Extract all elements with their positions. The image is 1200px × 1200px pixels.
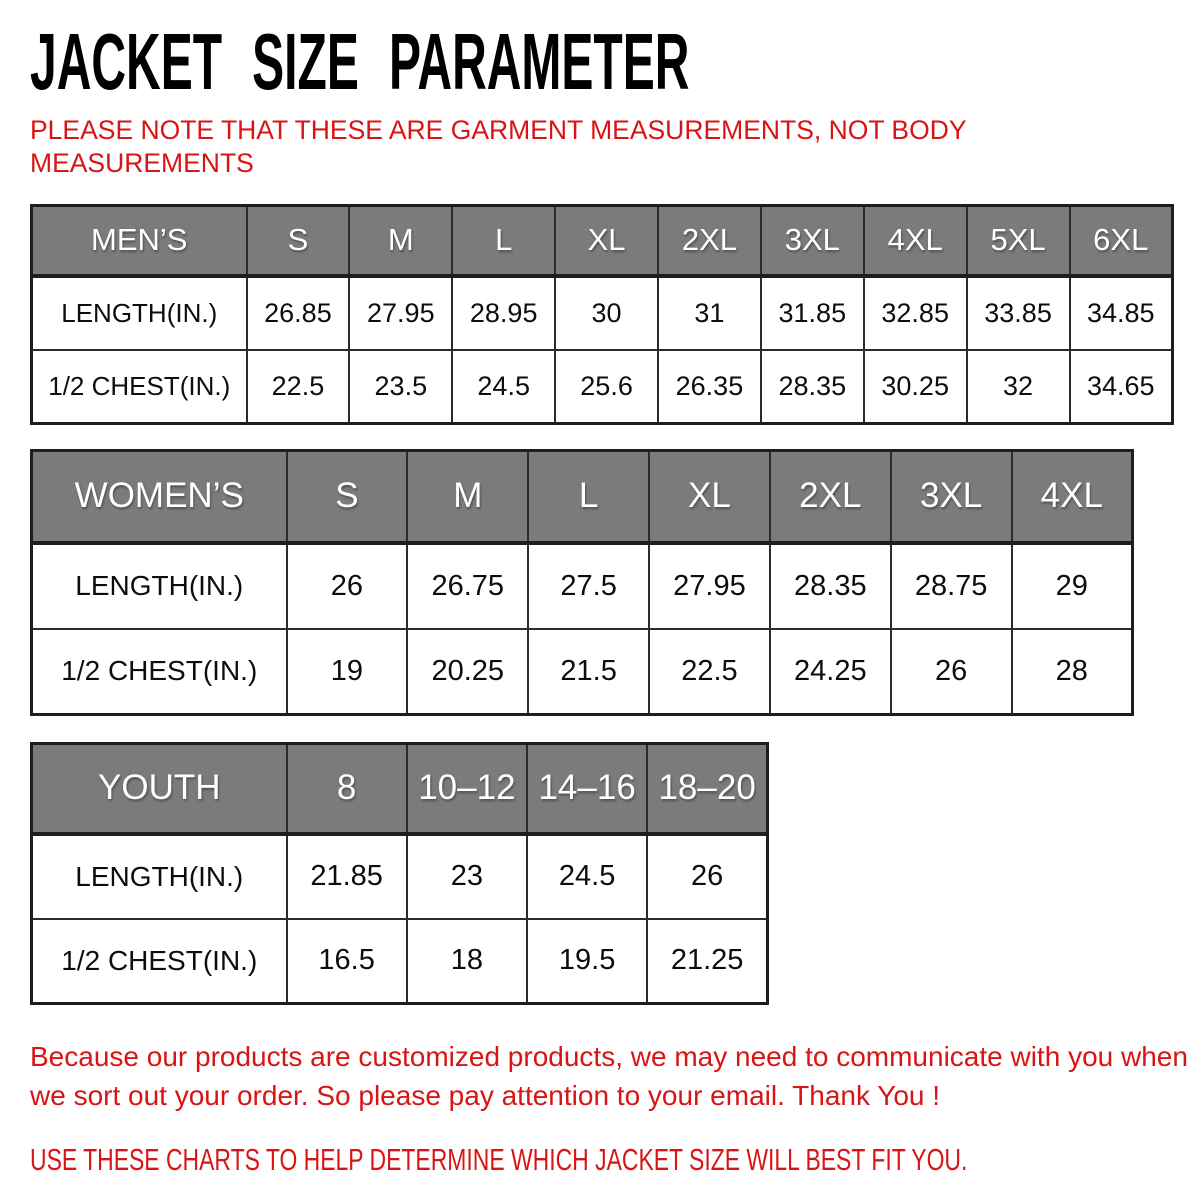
womens-size-table bbox=[30, 449, 1134, 716]
value-cell: 22.5 bbox=[649, 629, 770, 715]
value-cell: 28 bbox=[1012, 629, 1133, 715]
value-cell: 19.5 bbox=[527, 919, 647, 1004]
value-cell: 24.5 bbox=[527, 834, 647, 919]
value-cell: 27.5 bbox=[528, 543, 649, 629]
value-cell: 29 bbox=[1012, 543, 1133, 629]
page-title bbox=[30, 17, 1180, 106]
value-cell: 31.85 bbox=[761, 276, 864, 350]
value-cell: 33.85 bbox=[967, 276, 1070, 350]
womens-size-header-2xl: 2XL bbox=[770, 451, 891, 543]
youth-size-header-8: 8 bbox=[287, 744, 407, 834]
womens-size-header-xl: XL bbox=[649, 451, 770, 543]
mens-size-header-xl: XL bbox=[555, 206, 658, 276]
value-cell: 26.35 bbox=[658, 350, 761, 424]
youth-size-table bbox=[30, 742, 769, 1005]
value-cell: 26 bbox=[647, 834, 767, 919]
youth-chest-row bbox=[32, 919, 768, 1004]
womens-size-header-3xl: 3XL bbox=[891, 451, 1012, 543]
value-cell: 24.25 bbox=[770, 629, 891, 715]
womens-table-title: WOMEN’S bbox=[32, 451, 287, 543]
customization-notice: Because our products are customized products, we may need to communicate with you when we sort out your order. So please pay attention to your email. Thank You ! bbox=[30, 1041, 1188, 1111]
mens-size-header-2xl: 2XL bbox=[658, 206, 761, 276]
womens-size-header-s: S bbox=[287, 451, 408, 543]
value-cell: 28.35 bbox=[770, 543, 891, 629]
value-cell: 21.25 bbox=[647, 919, 767, 1004]
value-cell: 27.95 bbox=[649, 543, 770, 629]
mens-size-header-3xl: 3XL bbox=[761, 206, 864, 276]
value-cell: 32.85 bbox=[864, 276, 967, 350]
mens-size-header-6xl: 6XL bbox=[1070, 206, 1173, 276]
mens-size-header-m: M bbox=[349, 206, 452, 276]
womens-length-row bbox=[32, 543, 1133, 629]
page-title-text: JACKET SIZE PARAMETER bbox=[30, 17, 690, 106]
youth-header-row bbox=[32, 744, 768, 834]
value-cell: 28.95 bbox=[452, 276, 555, 350]
row-label: 1/2 CHEST(IN.) bbox=[32, 629, 287, 715]
value-cell: 26 bbox=[287, 543, 408, 629]
fit-advice-text: USE THESE CHARTS TO HELP DETERMINE WHICH JACKET SIZE WILL BEST FIT YOU. bbox=[30, 1142, 968, 1177]
youth-size-header-14-16: 14–16 bbox=[527, 744, 647, 834]
mens-length-row bbox=[32, 276, 1173, 350]
mens-size-table bbox=[30, 204, 1174, 425]
value-cell: 22.5 bbox=[247, 350, 350, 424]
garment-measurement-note: PLEASE NOTE THAT THESE ARE GARMENT MEASUREMENTS, NOT BODY MEASUREMENTS bbox=[30, 115, 967, 178]
womens-size-header-4xl: 4XL bbox=[1012, 451, 1133, 543]
value-cell: 23.5 bbox=[349, 350, 452, 424]
value-cell: 30 bbox=[555, 276, 658, 350]
value-cell: 21.5 bbox=[528, 629, 649, 715]
value-cell: 26 bbox=[891, 629, 1012, 715]
value-cell: 16.5 bbox=[287, 919, 407, 1004]
womens-chest-row bbox=[32, 629, 1133, 715]
value-cell: 20.25 bbox=[407, 629, 528, 715]
value-cell: 27.95 bbox=[349, 276, 452, 350]
row-label: 1/2 CHEST(IN.) bbox=[32, 350, 247, 424]
value-cell: 31 bbox=[658, 276, 761, 350]
value-cell: 28.35 bbox=[761, 350, 864, 424]
value-cell: 34.65 bbox=[1070, 350, 1173, 424]
mens-size-header-l: L bbox=[452, 206, 555, 276]
youth-table-title: YOUTH bbox=[32, 744, 287, 834]
row-label: 1/2 CHEST(IN.) bbox=[32, 919, 287, 1004]
womens-header-row bbox=[32, 451, 1133, 543]
value-cell: 24.5 bbox=[452, 350, 555, 424]
row-label: LENGTH(IN.) bbox=[32, 834, 287, 919]
mens-size-header-5xl: 5XL bbox=[967, 206, 1070, 276]
value-cell: 28.75 bbox=[891, 543, 1012, 629]
value-cell: 26.85 bbox=[247, 276, 350, 350]
mens-chest-row bbox=[32, 350, 1173, 424]
value-cell: 21.85 bbox=[287, 834, 407, 919]
mens-size-header-s: S bbox=[247, 206, 350, 276]
fit-advice-line bbox=[30, 1141, 1180, 1179]
youth-length-row bbox=[32, 834, 768, 919]
row-label: LENGTH(IN.) bbox=[32, 543, 287, 629]
youth-size-header-18-20: 18–20 bbox=[647, 744, 767, 834]
mens-header-row bbox=[32, 206, 1173, 276]
value-cell: 25.6 bbox=[555, 350, 658, 424]
value-cell: 26.75 bbox=[407, 543, 528, 629]
value-cell: 19 bbox=[287, 629, 408, 715]
womens-size-header-m: M bbox=[407, 451, 528, 543]
mens-size-header-4xl: 4XL bbox=[864, 206, 967, 276]
value-cell: 34.85 bbox=[1070, 276, 1173, 350]
value-cell: 30.25 bbox=[864, 350, 967, 424]
value-cell: 18 bbox=[407, 919, 527, 1004]
mens-table-title: MEN’S bbox=[32, 206, 247, 276]
value-cell: 23 bbox=[407, 834, 527, 919]
value-cell: 32 bbox=[967, 350, 1070, 424]
row-label: LENGTH(IN.) bbox=[32, 276, 247, 350]
youth-size-header-10-12: 10–12 bbox=[407, 744, 527, 834]
womens-size-header-l: L bbox=[528, 451, 649, 543]
